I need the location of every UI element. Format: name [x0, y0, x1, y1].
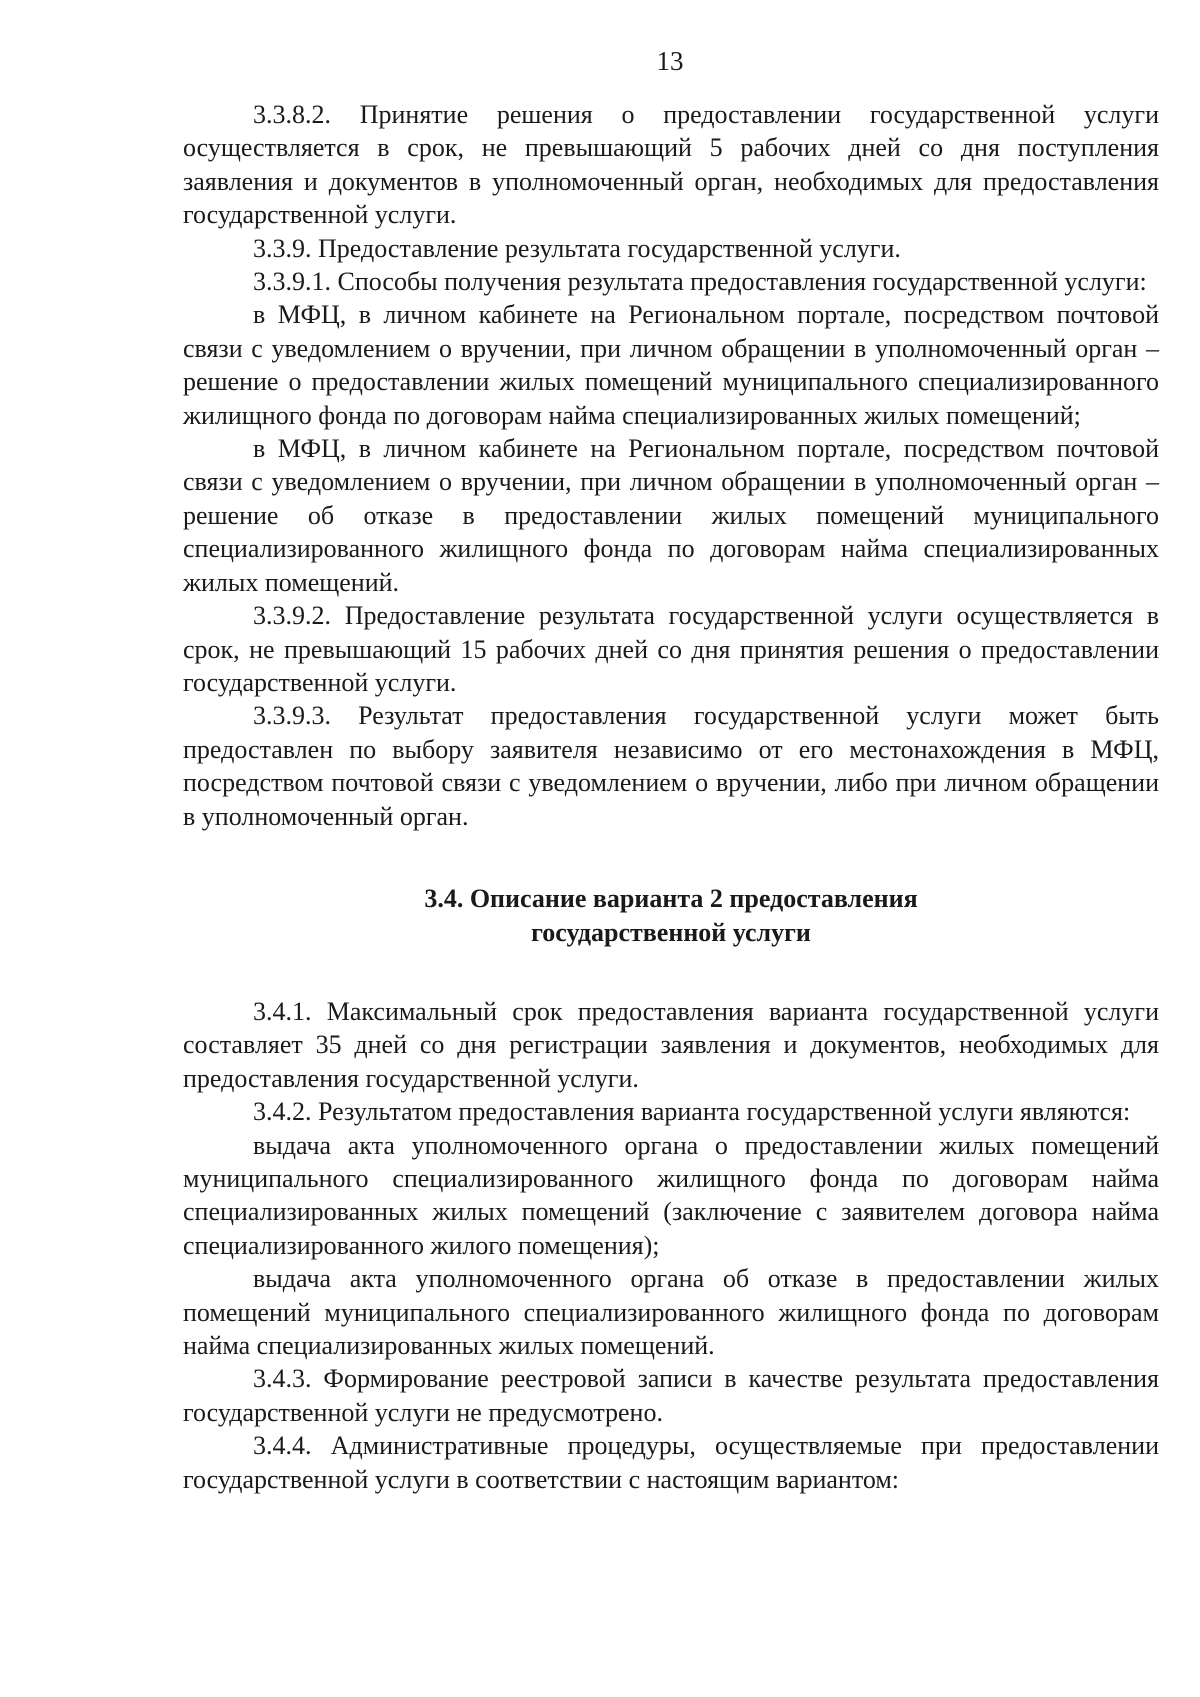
section-heading-line-2: государственной услуги: [531, 917, 811, 947]
paragraph-3-3-8-2: 3.3.8.2. Принятие решения о предоставлении государственной услуги осуществляется в срок, не превышающий 5 рабочих дней со дня поступления заявления и документов в уполномоченный орган, необходимых для предоставления государственной услуги.: [183, 100, 1159, 230]
section-heading-3-4: [183, 882, 1159, 950]
paragraph-result-act-refusal: выдача акта уполномоченного органа об отказе в предоставлении жилых помещений муниципального специализированного жилищного фонда по договорам найма специализированных жилых помещений.: [183, 1264, 1159, 1360]
paragraph-3-4-1: 3.4.1. Максимальный срок предоставления варианта государственной услуги составляет 35 дней со дня регистрации заявления и документов, необходимых для предоставления государственной услуги.: [183, 996, 1159, 1093]
paragraph-3-4-4: 3.4.4. Административные процедуры, осуществляемые при предоставлении государственной услуги в соответствии с настоящим вариантом:: [183, 1431, 1159, 1494]
paragraph-3-3-9-2: 3.3.9.2. Предоставление результата государственной услуги осуществляется в срок, не превышающий 15 рабочих дней со дня принятия решения о предоставлении государственной услуги.: [183, 601, 1159, 697]
paragraph-3-3-9-1: 3.3.9.1. Способы получения результата предоставления государственной услуги:: [253, 267, 1147, 297]
paragraph-3-4-3: 3.4.3. Формирование реестровой записи в качестве результата предоставления государственной услуги не предусмотрено.: [183, 1364, 1159, 1427]
paragraph-3-3-9-3: 3.3.9.3. Результат предоставления государственной услуги может быть предоставлен по выбору заявителя независимо от его местонахождения в МФЦ, посредством почтовой связи с уведомлением о вручении, либо при личном обращении в уполномоченный орган.: [183, 701, 1159, 831]
paragraph-3-4-2: 3.4.2. Результатом предоставления варианта государственной услуги являются:: [253, 1097, 1131, 1127]
section-heading-line-1: 3.4. Описание варианта 2 предоставления: [424, 883, 918, 913]
page-number: 13: [656, 46, 684, 76]
paragraph-result-method-grant: в МФЦ, в личном кабинете на Региональном портале, посредством почтовой связи с уведомлением о вручении, при личном обращении в уполномоченный орган – решение о предоставлении жилых помещений муниципального специализированного жилищного фонда по договорам найма специализированных жилых помещений;: [183, 300, 1159, 430]
document-body: [183, 98, 1159, 1496]
paragraph-result-method-refusal: в МФЦ, в личном кабинете на Региональном портале, посредством почтовой связи с уведомлением о вручении, при личном обращении в уполномоченный орган – решение об отказе в предоставлении жилых помещений муниципального специализированного жилищного фонда по договорам найма специализированных жилых помещений.: [183, 434, 1159, 597]
paragraph-3-3-9: 3.3.9. Предоставление результата государственной услуги.: [253, 233, 901, 263]
paragraph-result-act-grant: выдача акта уполномоченного органа о предоставлении жилых помещений муниципального специализированного жилищного фонда по договорам найма специализированных жилых помещений (заключение с заявителем договора найма специализированного жилого помещения);: [183, 1130, 1159, 1260]
